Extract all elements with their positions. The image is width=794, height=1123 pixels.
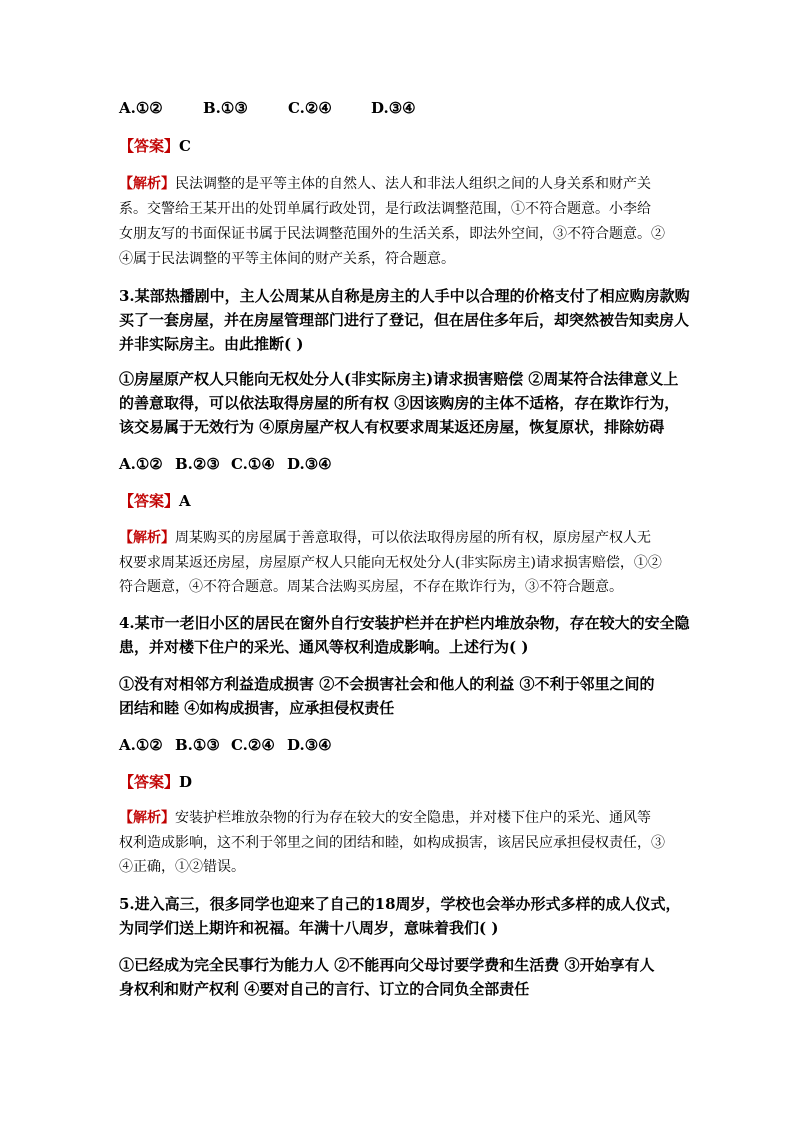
analysis-line: 【解析】周某购买的房屋属于善意取得，可以依法取得房屋的所有权，原房屋产权人无 [119, 530, 651, 546]
options-q2 [119, 97, 416, 119]
analysis-line: 系。交警给王某开出的处罚单属行政处罚，是行政法调整范围，①不符合题意。小李给 [119, 201, 651, 217]
answer-tag: 【答案】 [119, 773, 180, 791]
options-q3 [119, 453, 332, 475]
option-d: D.③④ [287, 736, 332, 754]
question-stem-line: 买了一套房屋，并在房屋管理部门进行了登记，但在居住多年后，却突然被告知卖房人 [119, 311, 690, 329]
answer-tag: 【答案】 [119, 137, 180, 155]
analysis-line: 女朋友写的书面保证书属于民法调整范围外的生活关系，即法外空间，③不符合题意。② [119, 226, 665, 242]
answer-value: C [179, 137, 191, 155]
analysis-line: 【解析】安装护栏堆放杂物的行为存在较大的安全隐患，并对楼下住户的采光、通风等 [119, 810, 651, 826]
option-a: A.①② [119, 455, 163, 473]
analysis-line: 权要求周某返还房屋，房屋原产权人只能向无权处分人(非实际房主)请求损害赔偿，①② [119, 555, 662, 571]
analysis-line: 符合题意，④不符合题意。周某合法购买房屋，不存在欺诈行为，③不符合题意。 [119, 579, 623, 595]
option-c: C.②④ [288, 99, 332, 117]
question-stem-line: 3.某部热播剧中，主人公周某从自称是房主的人手中以合理的价格支付了相应购房款购 [119, 287, 690, 305]
analysis-line: ④正确，①②错误。 [119, 859, 245, 875]
statement-line: ①已经成为完全民事行为能力人 ②不能再向父母讨要学费和生活费 ③开始享有人 [119, 956, 655, 974]
question-stem-line: 为同学们送上期许和祝福。年满十八周岁，意味着我们( ) [119, 919, 499, 937]
answer-q2 [119, 135, 191, 157]
answer-value: D [179, 773, 193, 791]
question-stem-line: 患，并对楼下住户的采光、通风等权利造成影响。上述行为( ) [119, 638, 529, 656]
option-b: B.②③ [175, 455, 220, 473]
answer-q3 [119, 490, 191, 512]
analysis-line: ④属于民法调整的平等主体间的财产关系，符合题意。 [119, 251, 455, 267]
answer-q4 [119, 771, 192, 793]
question-stem-line: 并非实际房主。由此推断( ) [119, 335, 304, 353]
option-a: A.①② [119, 99, 163, 117]
option-c: C.①④ [231, 455, 275, 473]
statement-line: ①房屋原产权人只能向无权处分人(非实际房主)请求损害赔偿 ②周某符合法律意义上 [119, 370, 679, 388]
statement-line: 团结和睦 ④如构成损害，应承担侵权责任 [119, 699, 395, 717]
statement-line: 身权利和财产权利 ④要对自己的言行、订立的合同负全部责任 [119, 980, 530, 998]
answer-value: A [179, 492, 191, 510]
analysis-tag: 【解析】 [119, 530, 175, 546]
options-q4 [119, 734, 332, 756]
option-b: B.①③ [203, 99, 248, 117]
option-d: D.③④ [287, 455, 332, 473]
analysis-line: 【解析】民法调整的是平等主体的自然人、法人和非法人组织之间的人身关系和财产关 [119, 176, 651, 192]
statement-line: ①没有对相邻方利益造成损害 ②不会损害社会和他人的利益 ③不利于邻里之间的 [119, 675, 655, 693]
analysis-tag: 【解析】 [119, 810, 175, 826]
option-b: B.①③ [175, 736, 220, 754]
question-stem-line: 5.进入高三，很多同学也迎来了自己的18周岁，学校也会举办形式多样的成人仪式， [119, 895, 681, 913]
statement-line: 的善意取得，可以依法取得房屋的所有权 ③因该购房的主体不适格，存在欺诈行为， [119, 394, 680, 412]
option-d: D.③④ [371, 99, 416, 117]
option-c: C.②④ [231, 736, 275, 754]
statement-line: 该交易属于无效行为 ④原房屋产权人有权要求周某返还房屋，恢复原状，排除妨碍 [119, 418, 665, 436]
question-stem-line: 4.某市一老旧小区的居民在窗外自行安装护栏并在护栏内堆放杂物，存在较大的安全隐 [119, 614, 690, 632]
analysis-tag: 【解析】 [119, 176, 175, 192]
answer-tag: 【答案】 [119, 492, 180, 510]
analysis-line: 权利造成影响，这不利于邻里之间的团结和睦，如构成损害，该居民应承担侵权责任，③ [119, 835, 665, 851]
option-a: A.①② [119, 736, 163, 754]
